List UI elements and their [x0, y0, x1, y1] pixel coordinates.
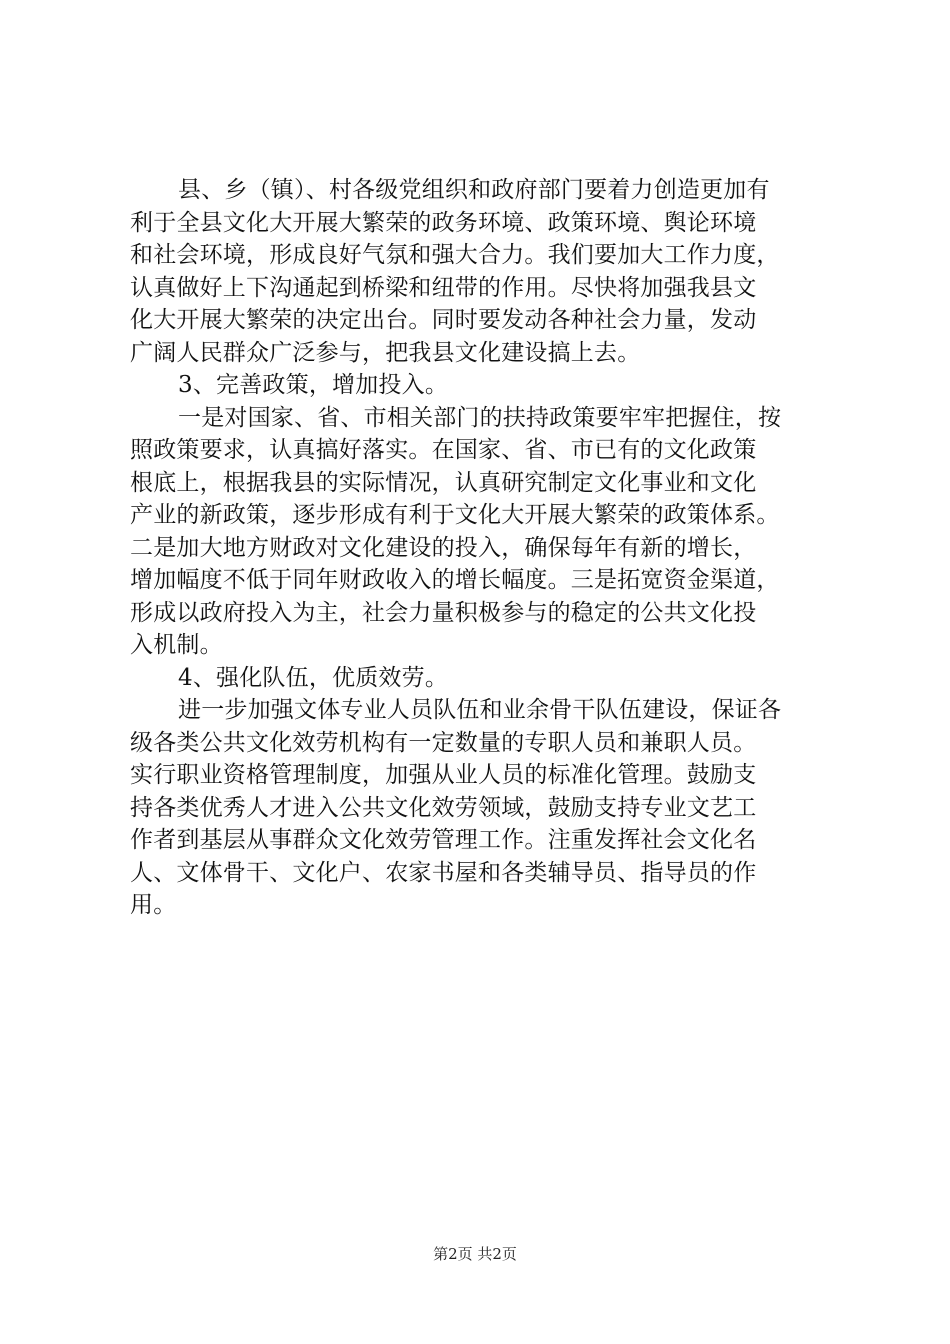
text-line: 人、文体骨干、文化户、农家书屋和各类辅导员、指导员的作: [130, 859, 757, 886]
text-line: 增加幅度不低于同年财政收入的增长幅度。三是拓宽资金渠道，: [130, 567, 780, 593]
text-line: 县、乡（镇）、村各级党组织和政府部门要着力创造更加有: [178, 177, 770, 203]
text-line: 用。: [130, 892, 177, 918]
text-line: 广阔人民群众广泛参与，把我县文化建设搞上去。: [130, 339, 641, 366]
text-line: 实行职业资格管理制度，加强从业人员的标准化管理。鼓励支: [130, 762, 757, 788]
text-line: 化大开展大繁荣的决定出台。同时要发动各种社会力量，发动: [130, 307, 757, 333]
text-line: 照政策要求，认真搞好落实。在国家、省、市已有的文化政策: [130, 437, 757, 463]
page-number: 第2页 共2页: [433, 1245, 517, 1263]
text-line: 作者到基层从事群众文化效劳管理工作。注重发挥社会文化名: [130, 827, 757, 853]
text-line: 一是对国家、省、市相关部门的扶持政策要牢牢把握住，按: [178, 404, 782, 431]
text-line: 根底上，根据我县的实际情况，认真研究制定文化事业和文化: [130, 469, 757, 496]
text-line: 认真做好上下沟通起到桥梁和纽带的作用。尽快将加强我县文: [130, 274, 757, 301]
page-footer: [0, 1244, 950, 1264]
text-line: 利于全县文化大开展大繁荣的政务环境、政策环境、舆论环境: [130, 209, 757, 236]
document-body: [130, 174, 830, 922]
text-line: 二是加大地方财政对文化建设的投入，确保每年有新的增长，: [130, 534, 757, 561]
section-heading: 4、强化队伍，优质效劳。: [178, 664, 449, 691]
text-line: 级各类公共文化效劳机构有一定数量的专职人员和兼职人员。: [130, 729, 757, 756]
section-heading: 3、完善政策，增加投入。: [178, 372, 449, 398]
text-line: 和社会环境，形成良好气氛和强大合力。我们要加大工作力度，: [130, 242, 780, 268]
text-line: 进一步加强文体专业人员队伍和业余骨干队伍建设，保证各: [178, 697, 782, 723]
text-line: 入机制。: [130, 632, 223, 658]
text-line: 产业的新政策，逐步形成有利于文化大开展大繁荣的政策体系。: [130, 502, 780, 528]
text-line: 形成以政府投入为主，社会力量积极参与的稳定的公共文化投: [130, 599, 757, 626]
text-line: 持各类优秀人才进入公共文化效劳领域，鼓励支持专业文艺工: [130, 794, 757, 821]
